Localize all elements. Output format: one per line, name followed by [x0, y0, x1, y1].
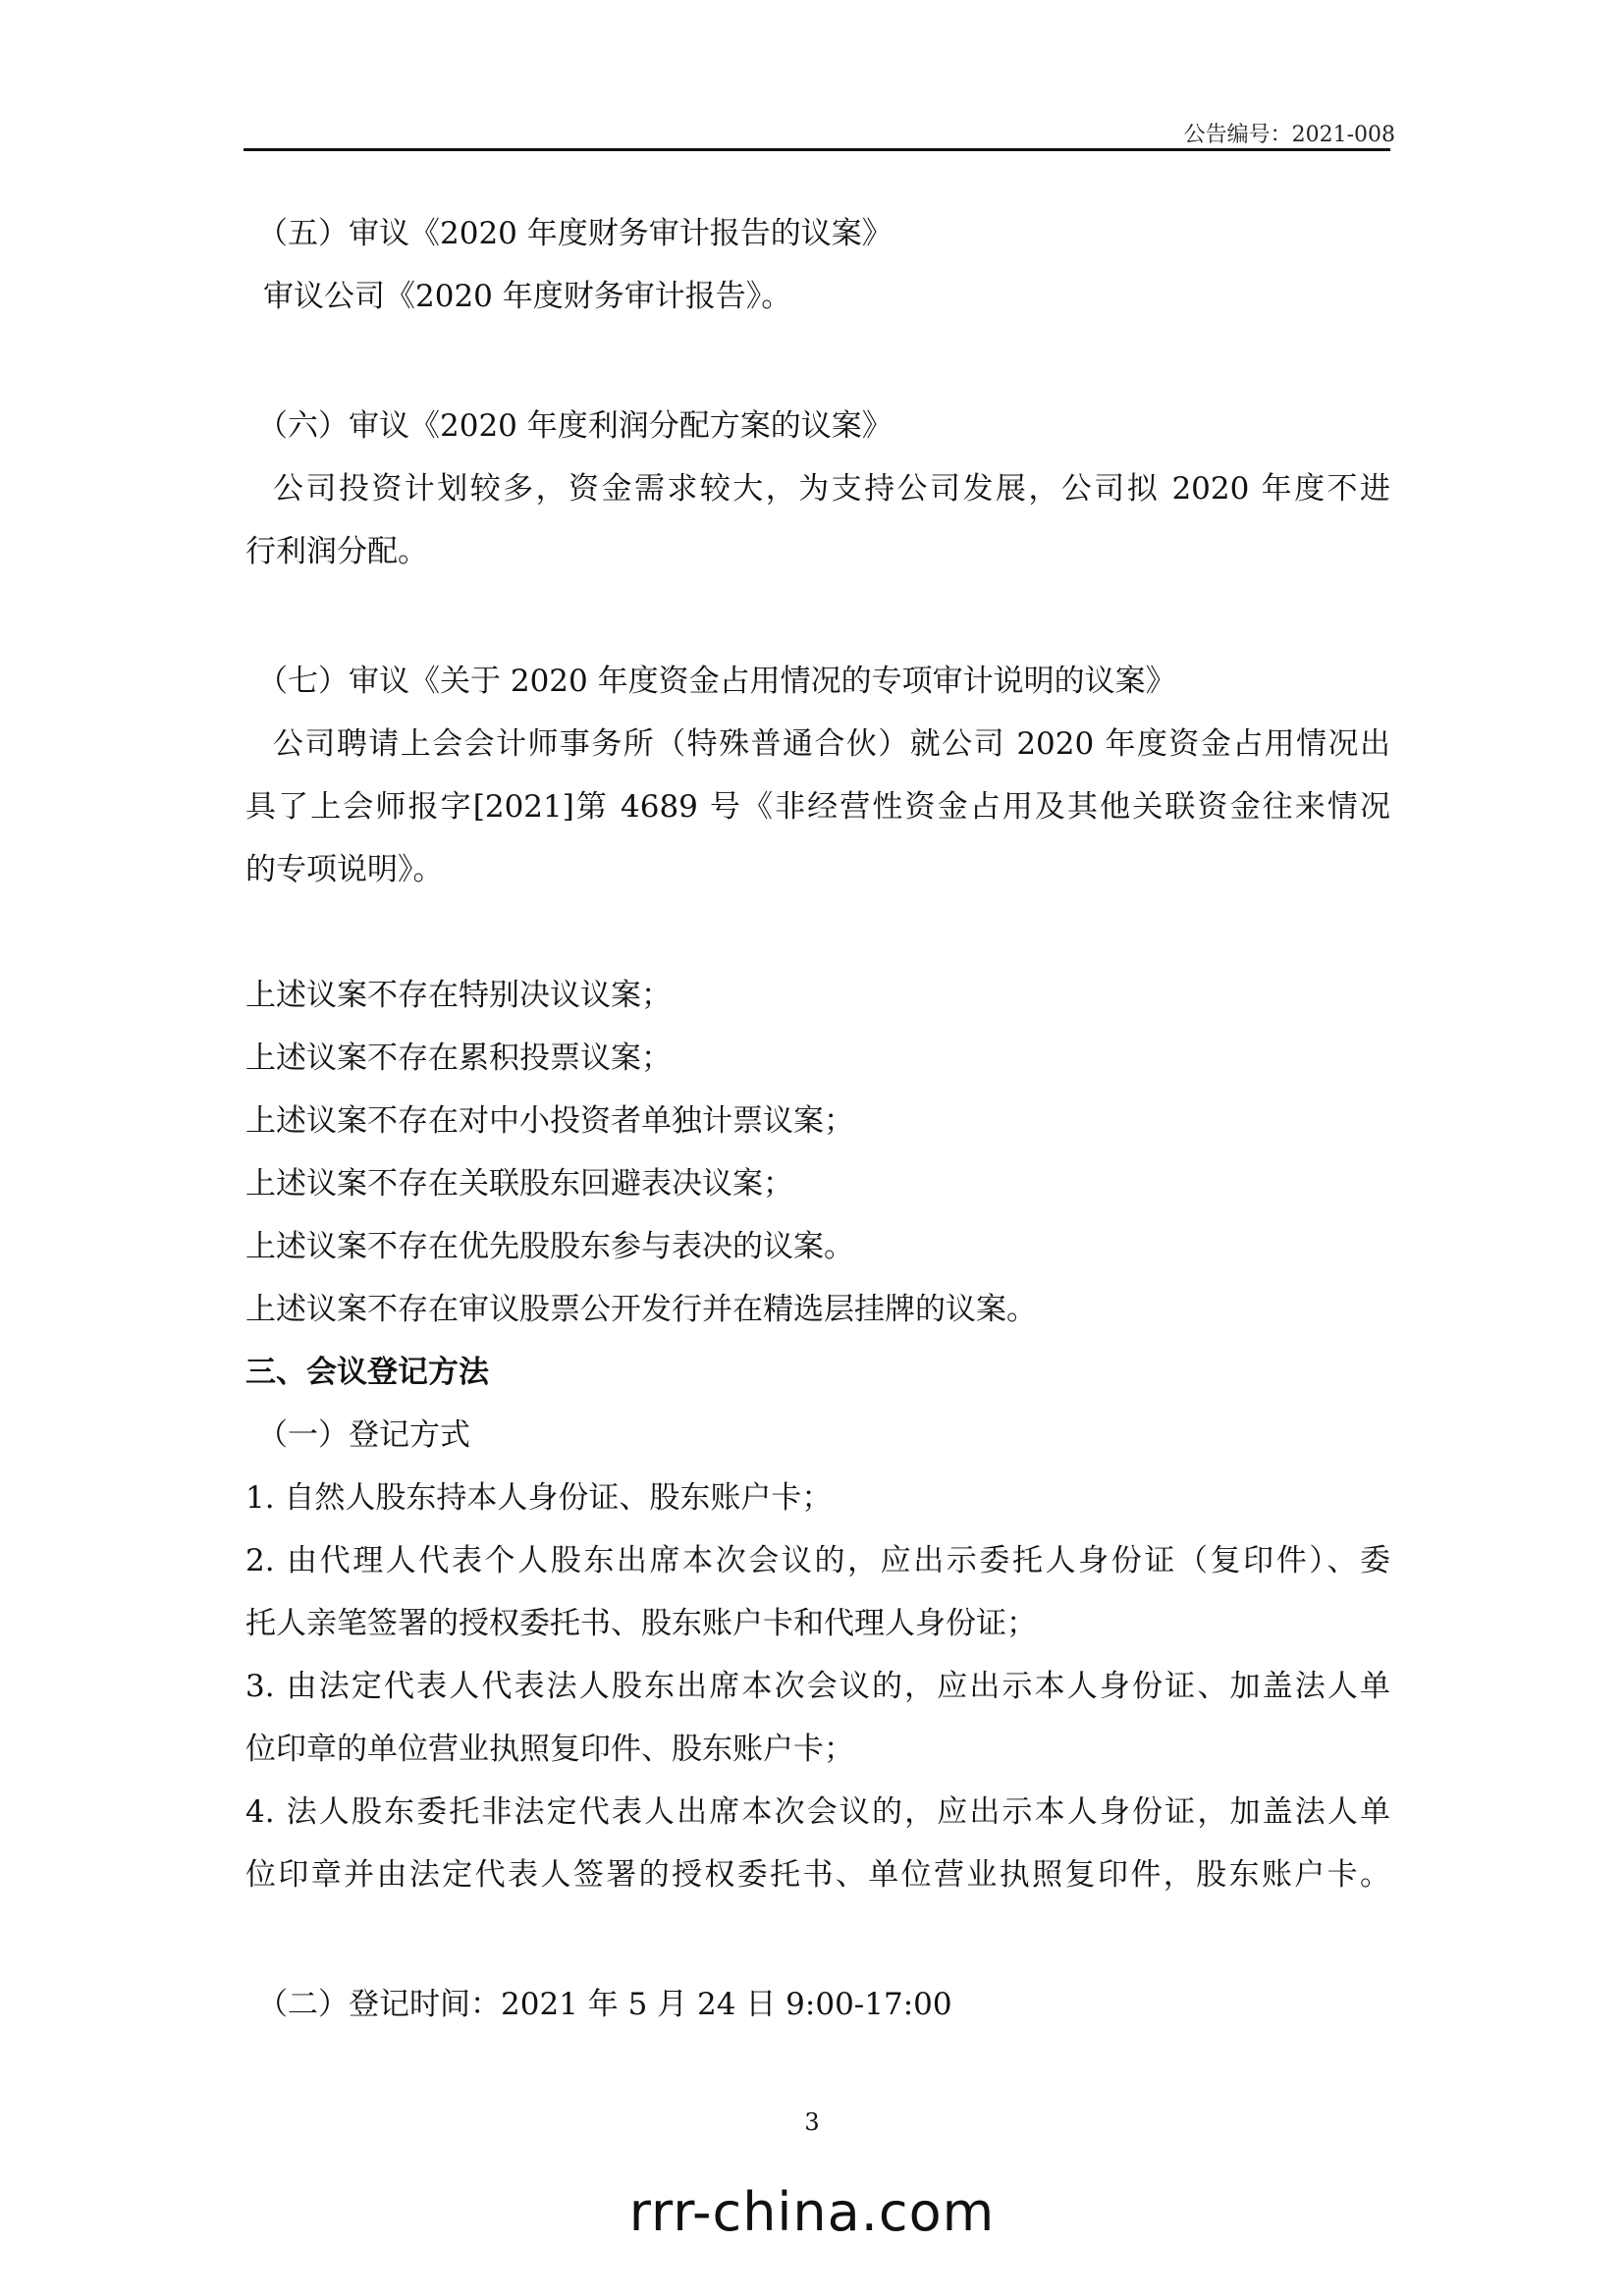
item-6-body-line: 公司投资计划较多，资金需求较大，为支持公司发展，公司拟 2020 年度不进	[273, 471, 1390, 507]
page-body	[245, 202, 1390, 2036]
item-7-body-line: 的专项说明》。	[245, 852, 444, 887]
registration-method-line: 2. 由代理人代表个人股东出席本次会议的，应出示委托人身份证（复印件）、委	[245, 1543, 1390, 1578]
registration-method-line: 位印章并由法定代表人签署的授权委托书、单位营业执照复印件，股东账户卡。	[245, 1857, 1390, 1893]
section-3-title: 三、会议登记方法	[245, 1355, 489, 1390]
site-watermark: rrr-china.com	[628, 2181, 996, 2243]
registration-method-line: 托人亲笔签署的授权委托书、股东账户卡和代理人身份证；	[245, 1606, 1037, 1641]
item-5-title: （五）审议《2020 年度财务审计报告的议案》	[257, 216, 893, 251]
item-7-body-line: 公司聘请上会会计师事务所（特殊普通合伙）就公司 2020 年度资金占用情况出	[273, 726, 1390, 762]
registration-method-line: 4. 法人股东委托非法定代表人出席本次会议的，应出示本人身份证，加盖法人单	[245, 1794, 1390, 1830]
item-5-body-line: 审议公司《2020 年度财务审计报告》。	[263, 279, 792, 314]
header-divider	[244, 148, 1390, 151]
registration-time: （二）登记时间：2021 年 5 月 24 日 9:00-17:00	[257, 1987, 952, 2022]
item-6-title: （六）审议《2020 年度利润分配方案的议案》	[257, 408, 893, 444]
announcement-number: 公告编号：2021-008	[1183, 123, 1395, 147]
section-3-subsection-1-title: （一）登记方式	[257, 1417, 470, 1453]
page-number: 3	[804, 2109, 820, 2136]
statement-line: 上述议案不存在对中小投资者单独计票议案；	[245, 1103, 854, 1139]
item-6-body-line: 行利润分配。	[245, 534, 428, 569]
statement-line: 上述议案不存在关联股东回避表决议案；	[245, 1166, 793, 1201]
statement-line: 上述议案不存在优先股股东参与表决的议案。	[245, 1229, 854, 1264]
registration-method-line: 位印章的单位营业执照复印件、股东账户卡；	[245, 1732, 854, 1767]
item-7-title: （七）审议《关于 2020 年度资金占用情况的专项审计说明的议案》	[257, 664, 1176, 699]
statement-line: 上述议案不存在累积投票议案；	[245, 1041, 672, 1076]
statement-line: 上述议案不存在特别决议议案；	[245, 978, 672, 1013]
registration-method-line: 1. 自然人股东持本人身份证、股东账户卡；	[245, 1480, 833, 1516]
item-7-body-line: 具了上会师报字[2021]第 4689 号《非经营性资金占用及其他关联资金往来情况	[245, 789, 1390, 825]
registration-method-line: 3. 由法定代表人代表法人股东出席本次会议的，应出示本人身份证、加盖法人单	[245, 1669, 1390, 1704]
statement-line: 上述议案不存在审议股票公开发行并在精选层挂牌的议案。	[245, 1292, 1037, 1327]
